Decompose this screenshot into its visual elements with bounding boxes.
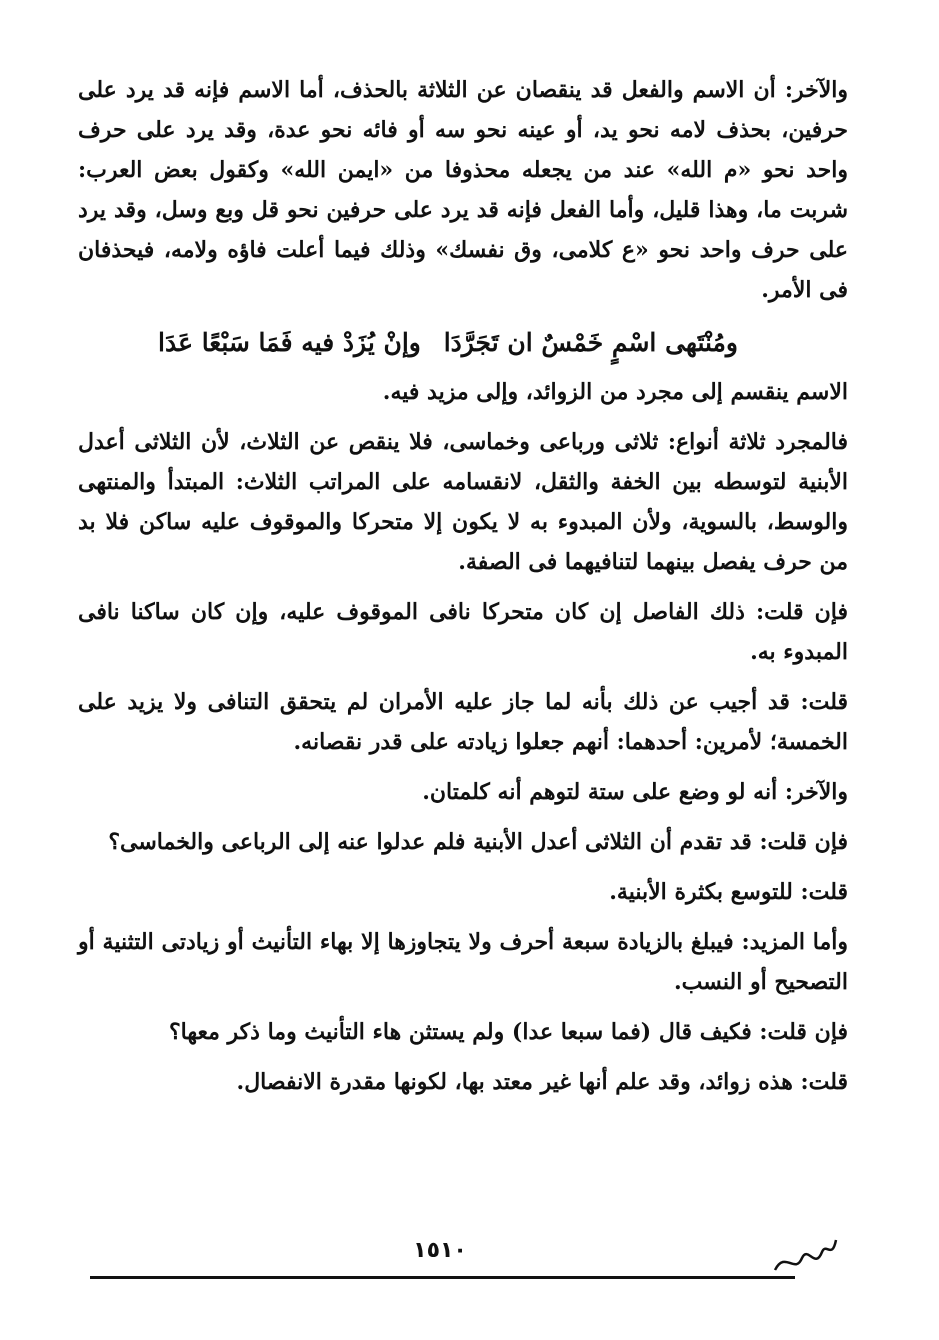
paragraph: والآخر: أن الاسم والفعل قد ينقصان عن الثلاثة بالحذف، أما الاسم فإنه قد يرد على حرفين، بحذف لامه نحو يد، أو عينه نحو سه أو فائه نحو عدة، وقد يرد على حرف واحد نحو «م الله» عند من يجعله محذوفا من «ايمن الله» وكقول بعض العرب: شربت ما، وهذا قليل، وأما الفعل فإنه قد يرد على حرفين نحو قل وبع وسل، وقد يرد على حرف واحد نحو «ع كلامى، وق نفسك» وذلك فيما أعلت فاؤه ولامه، فيحذفان فى الأمر. — [78, 77, 848, 303]
paragraph: فإن قلت: قد تقدم أن الثلاثى أعدل الأبنية فلم عدلوا عنه إلى الرباعى والخماسى؟ — [108, 829, 848, 855]
verse-first-hemistich: ومُنْتَهى اسْمٍ خَمْسٌ ان تَجَرَّدَا — [443, 328, 738, 357]
paragraph: قلت: قد أجيب عن ذلك بأنه لما جاز عليه الأمران لم يتحقق التنافى ولا يزيد على الخمسة؛ لأمرين: أحدهما: أنهم جعلوا زيادته على قدر نقصانه. — [78, 689, 848, 755]
verse-second-hemistich: وإنْ يُزَدْ فيه فَمَا سَبْعًا عَدَا — [158, 328, 421, 357]
signature-mark — [770, 1230, 840, 1280]
page-number: ١٥١٠ — [413, 1238, 467, 1263]
footer-rule — [90, 1276, 795, 1279]
paragraph: فإن قلت: فكيف قال (فما سبعا عدا) ولم يستثن هاء التأنيث وما ذكر معها؟ — [168, 1019, 848, 1045]
paragraph: والآخر: أنه لو وضع على ستة لتوهم أنه كلمتان. — [422, 779, 848, 805]
paragraph: قلت: للتوسع بكثرة الأبنية. — [609, 879, 848, 905]
paragraph: فإن قلت: ذلك الفاصل إن كان متحركا نافى الموقوف عليه، وإن كان ساكنا نافى المبدوء به. — [78, 599, 848, 665]
page-body — [78, 70, 848, 1112]
verse-line — [78, 320, 848, 366]
paragraph: الاسم ينقسم إلى مجرد من الزوائد، وإلى مزيد فيه. — [382, 379, 848, 405]
paragraph: فالمجرد ثلاثة أنواع: ثلاثى ورباعى وخماسى، فلا ينقص عن الثلاث، لأن الثلاثى أعدل الأبنية لتوسطه بين الخفة والثقل، لانقسامه على المراتب الثلاث: المبتدأ والمنتهى والوسط، بالسوية، ولأن المبدوء به لا يكون إلا متحركا والموقوف عليه ساكن فلا بد من حرف يفصل بينهما لتنافيهما فى الصفة. — [78, 429, 848, 575]
paragraph: وأما المزيد: فيبلغ بالزيادة سبعة أحرف ولا يتجاوزها إلا بهاء التأنيث أو زيادتى التثنية أو التصحيح أو النسب. — [78, 929, 848, 995]
page-footer — [0, 1230, 939, 1290]
paragraph: قلت: هذه زوائد، وقد علم أنها غير معتد بها، لكونها مقدرة الانفصال. — [236, 1069, 848, 1095]
